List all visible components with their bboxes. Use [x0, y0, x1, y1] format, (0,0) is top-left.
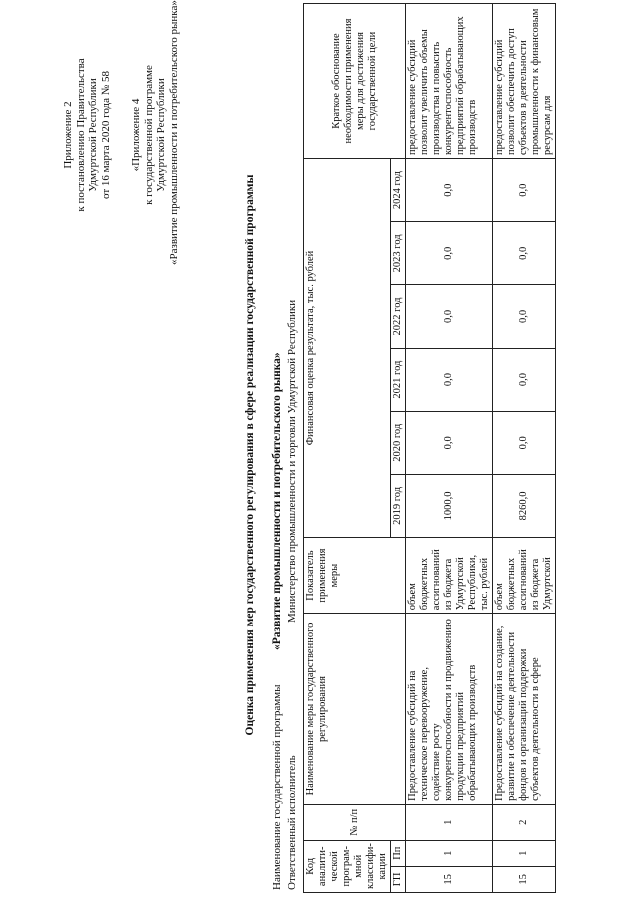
appendix-inner-line: к государственной программе	[142, 65, 155, 205]
cell-value: 0,0	[493, 348, 556, 411]
table-row	[406, 4, 493, 893]
header-indicator: Показатель применения меры	[304, 537, 406, 613]
executor-label: Ответственный исполнитель	[286, 755, 298, 890]
cell-value: 0,0	[406, 348, 493, 411]
cell-measure: Предоставление субсидий на создание, развитие и обеспечение деятельности фондов и организаций поддержки субъектов деятельности в сфере	[493, 614, 556, 805]
header-year-cell: 2021 год	[391, 348, 406, 411]
header-code: Код аналити-ческой програм-мной классифи-кации	[304, 840, 391, 892]
executor-name: Министерство промышленности и торговли Удмуртской Республики	[286, 299, 298, 623]
cell-value: 0,0	[493, 222, 556, 285]
appendix-inner-line: Удмуртской Республики	[155, 78, 167, 192]
appendix-top-line: Удмуртской Республики	[87, 78, 99, 192]
appendix-inner-line: «Развитие промышленности и потребительского рынка»	[167, 0, 180, 265]
appendix-inner-line: «Приложение 4	[130, 98, 142, 172]
cell-rationale: предоставление субсидий позволит обеспечить доступ субъектов в деятельности промышленности к финансовым ресурсам для	[493, 4, 556, 159]
cell-rationale: предоставление субсидий позволит увеличить объемы производства и повысить конкурентоспособность предприятий обрабатывающих производств	[406, 4, 493, 159]
table-row	[493, 4, 556, 893]
cell-indicator: объем бюджетных ассигнований из бюджета Удмуртской	[493, 537, 556, 613]
program-name: «Развитие промышленности и потребительского рынка»	[271, 352, 283, 650]
appendix-top-line: Приложение 2	[62, 101, 74, 169]
cell-value: 0,0	[406, 285, 493, 348]
cell-pp: 1	[493, 840, 556, 866]
cell-num: 2	[493, 804, 556, 840]
header-rationale: Краткое обоснование необходимости применения меры для достижения государственной цели	[304, 4, 406, 159]
header-year-cell: 2022 год	[391, 285, 406, 348]
header-num: № п/п	[304, 804, 406, 840]
cell-value: 1000,0	[406, 474, 493, 537]
appendix-inner-block	[130, 0, 180, 265]
header-year-cell: 2020 год	[391, 411, 406, 474]
header-year-cell: 2023 год	[391, 222, 406, 285]
header-finance: Финансовая оценка результата, тыс. рублей	[304, 159, 391, 538]
program-label: Наименование государственной программы	[271, 684, 283, 890]
cell-measure: Предоставление субсидий на техническое перевооружение, содействие росту конкурентоспособности и продвижению продукции предприятий обрабатывающих производств	[406, 614, 493, 805]
cell-value: 0,0	[493, 411, 556, 474]
header-year-cell: 2024 год	[391, 159, 406, 222]
regulation-table	[303, 3, 556, 893]
cell-gp: 15	[493, 866, 556, 892]
cell-num: 1	[406, 804, 493, 840]
cell-value: 0,0	[493, 285, 556, 348]
appendix-top-line: от 16 марта 2020 года № 58	[99, 71, 112, 200]
header-year-cell: 2019 год	[391, 474, 406, 537]
cell-gp: 15	[406, 866, 493, 892]
header-gp: ГП	[391, 866, 406, 892]
cell-value: 0,0	[493, 159, 556, 222]
header-pp: Пп	[391, 840, 406, 866]
appendix-top-line: к постановлению Правительства	[74, 58, 87, 212]
cell-pp: 1	[406, 840, 493, 866]
cell-indicator: объем бюджетных ассигнований из бюджета Удмуртской Республики, тыс. рублей	[406, 537, 493, 613]
appendix-top-block	[62, 5, 112, 265]
cell-value: 8260,0	[493, 474, 556, 537]
document-title: Оценка применения мер государственного регулирования в сфере реализации государственной программы	[244, 174, 256, 736]
header-measure: Наименование меры государственного регулирования	[304, 614, 406, 805]
cell-value: 0,0	[406, 411, 493, 474]
cell-value: 0,0	[406, 159, 493, 222]
cell-value: 0,0	[406, 222, 493, 285]
